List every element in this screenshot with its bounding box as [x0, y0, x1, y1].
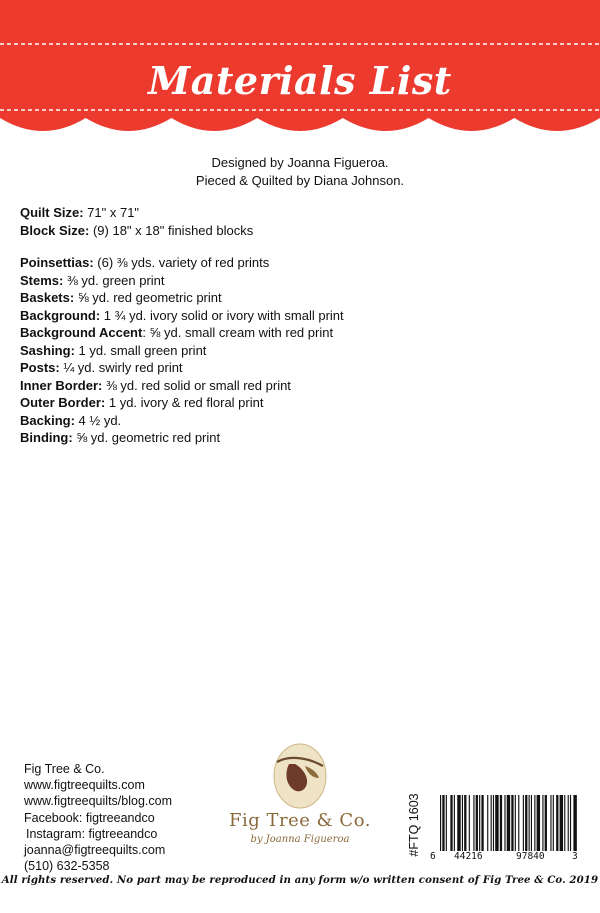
blog-link[interactable]: www.figtreequilts/blog.com [24, 794, 172, 809]
barcode-bar [556, 795, 558, 851]
barcode-bar [507, 795, 510, 851]
material-row [20, 359, 580, 377]
material-value: 1 ¾ yd. ivory solid or ivory with small print [100, 307, 344, 323]
material-row [20, 342, 580, 360]
product-sku [404, 790, 424, 860]
spec-row-quilt-size [20, 204, 580, 222]
material-label: Backing: [20, 412, 75, 428]
credits [0, 154, 600, 190]
material-label: Baskets: [20, 290, 75, 305]
barcode-bar [560, 795, 563, 851]
barcode-bar [531, 795, 532, 851]
barcode-bar [553, 795, 554, 851]
instagram-handle: Instagram: figtreeandco [26, 826, 158, 841]
material-value: : ⅝ yd. small cream with red print [142, 325, 334, 340]
material-value: ⅜ yd. red solid or small red print [102, 377, 291, 393]
barcode-bar [550, 795, 551, 851]
copyright-notice: All rights reserved. No part may be reproduced in any form w/o written consent of Fig Tree & Co. 2019 [1, 874, 599, 886]
spec-label: Quilt Size: [20, 205, 84, 220]
material-row [20, 412, 580, 430]
barcode-bar [518, 795, 519, 851]
material-value: 4 ½ yd. [74, 412, 122, 428]
barcode-bar [570, 795, 571, 851]
barcode-bar [515, 795, 516, 851]
materials-specs [20, 204, 580, 447]
spec-row-block-size [20, 222, 580, 240]
material-label: Poinsettias: [20, 255, 94, 270]
barcode-bar [495, 795, 498, 851]
barcode-bar [442, 795, 444, 851]
sku-text: #FTQ 1603 [407, 793, 421, 857]
page-title: Materials List [148, 58, 452, 103]
material-value: ⅝ yd. geometric red print [72, 430, 221, 445]
brand-logo [205, 738, 395, 868]
material-value: 1 yd. small green print [74, 342, 207, 358]
material-row [20, 289, 580, 307]
quilter-credit: Pieced & Quilted by Diana Johnson. [195, 173, 405, 188]
material-label: Sashing: [20, 342, 75, 358]
barcode-bar [462, 795, 463, 851]
facebook-handle: Facebook: figtreeandco [24, 810, 155, 825]
barcode-bar [525, 795, 527, 851]
company-name: Fig Tree & Co. [24, 762, 105, 776]
material-row [20, 254, 580, 272]
material-value: 1 yd. ivory & red floral print [105, 395, 264, 410]
barcode-bar [568, 795, 569, 851]
barcode-bar [479, 795, 480, 851]
material-label: Background Accent [20, 325, 143, 340]
barcode-bar [493, 795, 494, 851]
barcode-bar [440, 795, 441, 851]
barcode-bar [534, 795, 535, 851]
barcode-bars [440, 795, 578, 851]
barcode-bar [476, 795, 478, 851]
barcode-bar [504, 795, 505, 851]
barcode-bar [473, 795, 474, 851]
material-row [20, 394, 580, 412]
barcode-bar [564, 795, 565, 851]
barcode-bar [454, 795, 455, 851]
barcode-bar [491, 795, 492, 851]
material-value: ⅜ yd. green print [63, 272, 165, 288]
barcode-bar [481, 795, 483, 851]
fig-icon [205, 738, 395, 818]
contact-info [24, 761, 172, 874]
material-value: ⅝ yd. red geometric print [74, 290, 222, 305]
barcode-bar [529, 795, 530, 851]
spec-label: Block Size: [20, 222, 90, 238]
material-row [20, 324, 580, 342]
brand-name: Fig Tree & Co. [229, 810, 371, 831]
material-value: ¼ yd. swirly red print [59, 360, 183, 375]
barcode-bar [500, 795, 502, 851]
barcode-right-group: 97840 [516, 851, 545, 862]
material-label: Background: [20, 307, 101, 323]
barcode-first-digit: 6 [430, 851, 436, 862]
barcode-bar [446, 795, 447, 851]
material-row [20, 307, 580, 325]
barcode-bar [537, 795, 540, 851]
spec-value: (9) 18" x 18" finished blocks [89, 222, 254, 238]
material-row [20, 429, 580, 447]
website-link[interactable]: www.figtreequilts.com [24, 778, 145, 793]
barcode-bar [545, 795, 547, 851]
barcode-bar [487, 795, 488, 851]
material-value: (6) ⅜ yds. variety of red prints [93, 255, 270, 270]
material-label: Binding: [20, 430, 73, 445]
material-label: Outer Border: [20, 395, 106, 410]
phone-number: (510) 632-5358 [24, 859, 110, 874]
barcode-bar [573, 795, 576, 851]
spacer [20, 239, 580, 254]
barcode [430, 795, 580, 863]
barcode-bar [464, 795, 466, 851]
barcode-bar [457, 795, 460, 851]
spec-value: 71" x 71" [83, 205, 140, 220]
email-address[interactable]: joanna@figtreequilts.com [24, 843, 166, 858]
material-label: Stems: [20, 272, 64, 288]
barcode-bar [542, 795, 543, 851]
material-row [20, 377, 580, 395]
material-row [20, 272, 580, 290]
barcode-left-group: 44216 [454, 851, 483, 862]
barcode-bar [523, 795, 524, 851]
barcode-bar [511, 795, 513, 851]
barcode-bar [450, 795, 452, 851]
brand-byline: by Joanna Figueroa [250, 834, 350, 845]
material-label: Inner Border: [20, 377, 103, 393]
material-label: Posts: [20, 360, 60, 375]
designer-credit: Designed by Joanna Figueroa. [211, 155, 389, 170]
barcode-last-digit: 3 [572, 851, 578, 862]
barcode-bar [469, 795, 470, 851]
